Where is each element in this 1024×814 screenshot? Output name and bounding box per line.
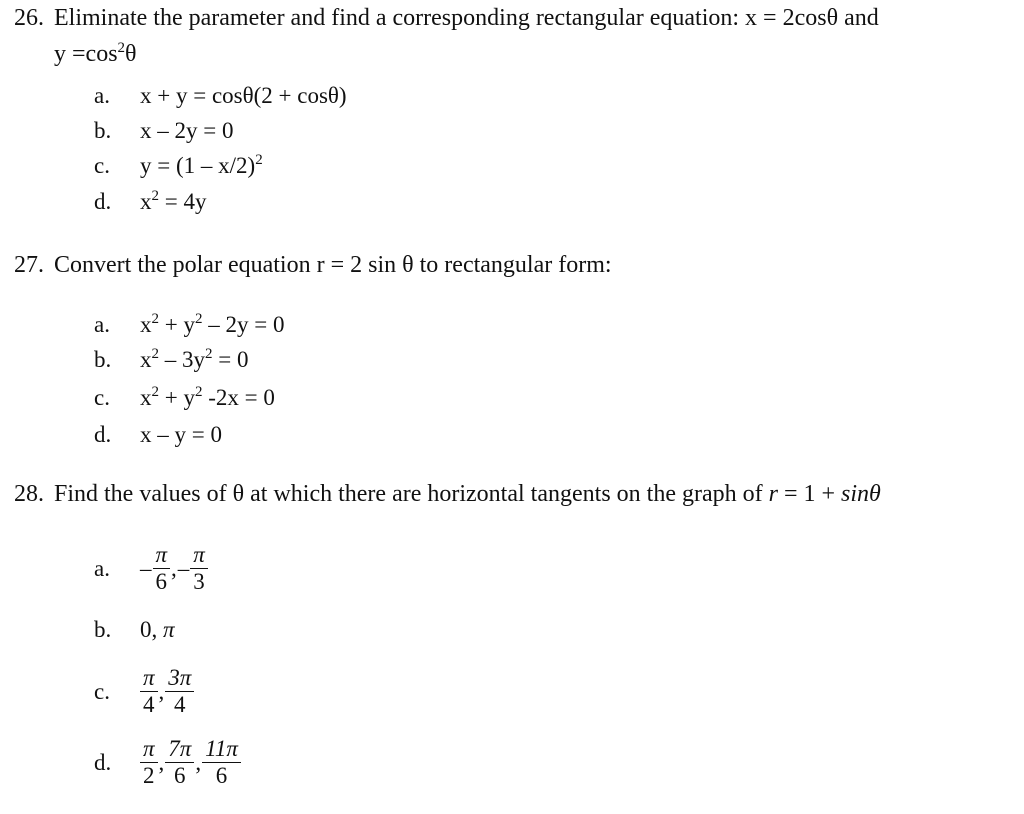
option-letter: b. (94, 118, 112, 143)
option-letter: b. (94, 617, 112, 642)
separator: , (158, 678, 165, 704)
minus-sign: – (177, 555, 190, 581)
numerator: π (153, 542, 171, 569)
option-letter: d. (94, 422, 112, 447)
option-exponent: 2 (255, 152, 263, 168)
question-27-text: Convert the polar equation r = 2 sin θ to rectangular form: (54, 252, 612, 278)
option-text: + y (159, 312, 195, 337)
q27-option-b (94, 346, 248, 374)
denominator: 6 (155, 569, 168, 594)
pi-symbol: π (163, 617, 175, 642)
q26-line2-sup: 2 (117, 40, 126, 56)
option-letter: d. (94, 750, 112, 775)
fraction (140, 736, 158, 789)
option-text: x (140, 312, 152, 337)
q26-option-a (94, 82, 347, 110)
question-28-formula-r: r (768, 481, 778, 507)
q28a-fractions (140, 542, 208, 595)
fraction (165, 665, 194, 718)
q26-option-c (94, 152, 263, 180)
minus-sign: – (140, 555, 152, 581)
question-28 (14, 480, 881, 508)
fraction (153, 542, 171, 595)
denominator: 6 (174, 763, 186, 788)
option-text: x (140, 385, 152, 410)
question-27 (14, 251, 612, 279)
question-26-line1 (14, 4, 879, 32)
denominator: 4 (143, 692, 155, 717)
numerator: π (140, 736, 158, 763)
question-26-number: 26. (14, 5, 44, 31)
numerator: 7π (165, 736, 194, 763)
q27-option-a (94, 311, 284, 339)
q26-line2-post: θ (125, 41, 137, 67)
option-exponent: 2 (151, 384, 159, 400)
question-26-line2 (54, 40, 137, 68)
option-exponent: 2 (151, 346, 159, 362)
q28d-fractions (140, 736, 241, 789)
option-text: x (140, 189, 152, 214)
option-letter: d. (94, 189, 112, 214)
option-text: 0, (140, 617, 163, 642)
option-exponent: 2 (205, 346, 213, 362)
option-text: – 2y = 0 (202, 312, 285, 337)
q26-line2-pre: y =cos (54, 41, 118, 67)
option-letter: a. (94, 83, 110, 108)
fraction (165, 736, 194, 789)
option-text: x (140, 347, 152, 372)
option-exponent: 2 (151, 188, 159, 204)
numerator: π (140, 665, 158, 692)
q27-option-c (94, 384, 275, 412)
question-28-text: Find the values of θ at which there are horizontal tangents on the graph of (54, 481, 763, 507)
option-letter: b. (94, 347, 112, 372)
option-letter: c. (94, 679, 110, 704)
denominator: 6 (215, 763, 228, 788)
denominator: 4 (174, 692, 186, 717)
option-text: x + y = cosθ(2 + cosθ) (140, 83, 347, 108)
option-letter: c. (94, 153, 110, 178)
option-text: y = (1 – x/2) (140, 153, 256, 178)
denominator: 2 (143, 763, 155, 788)
option-text: – 3y (159, 347, 205, 372)
question-26-text: Eliminate the parameter and find a corresponding rectangular equation: x = 2cosθ and (54, 5, 879, 31)
option-text: x – y = 0 (140, 422, 222, 447)
question-28-formula-sin: sinθ (841, 481, 881, 507)
denominator: 3 (193, 569, 205, 594)
option-letter: a. (94, 556, 110, 581)
question-28-formula-eq: = 1 + (777, 481, 842, 507)
option-letter: c. (94, 385, 110, 410)
question-28-number: 28. (14, 481, 44, 507)
separator: , (195, 749, 202, 775)
option-text: x – 2y = 0 (140, 118, 234, 143)
q28c-fractions (140, 665, 194, 718)
question-27-number: 27. (14, 252, 44, 278)
q26-option-d (94, 188, 206, 216)
q27-option-d (94, 421, 222, 449)
option-letter: a. (94, 312, 110, 337)
option-text: = 0 (212, 347, 249, 372)
q28-option-b (94, 616, 175, 644)
fraction (190, 542, 208, 595)
option-exponent: 2 (194, 384, 203, 400)
option-exponent: 2 (151, 311, 159, 327)
fraction (140, 665, 158, 718)
option-text: = 4y (159, 189, 207, 214)
option-text: + y (159, 385, 195, 410)
q26-option-b (94, 117, 233, 145)
fraction (202, 736, 241, 789)
separator: , (171, 555, 177, 581)
separator: , (158, 749, 165, 775)
option-exponent: 2 (194, 311, 203, 327)
numerator: 11π (202, 736, 241, 763)
numerator: 3π (165, 665, 194, 692)
numerator: π (190, 542, 208, 569)
option-text: -2x = 0 (202, 385, 275, 410)
